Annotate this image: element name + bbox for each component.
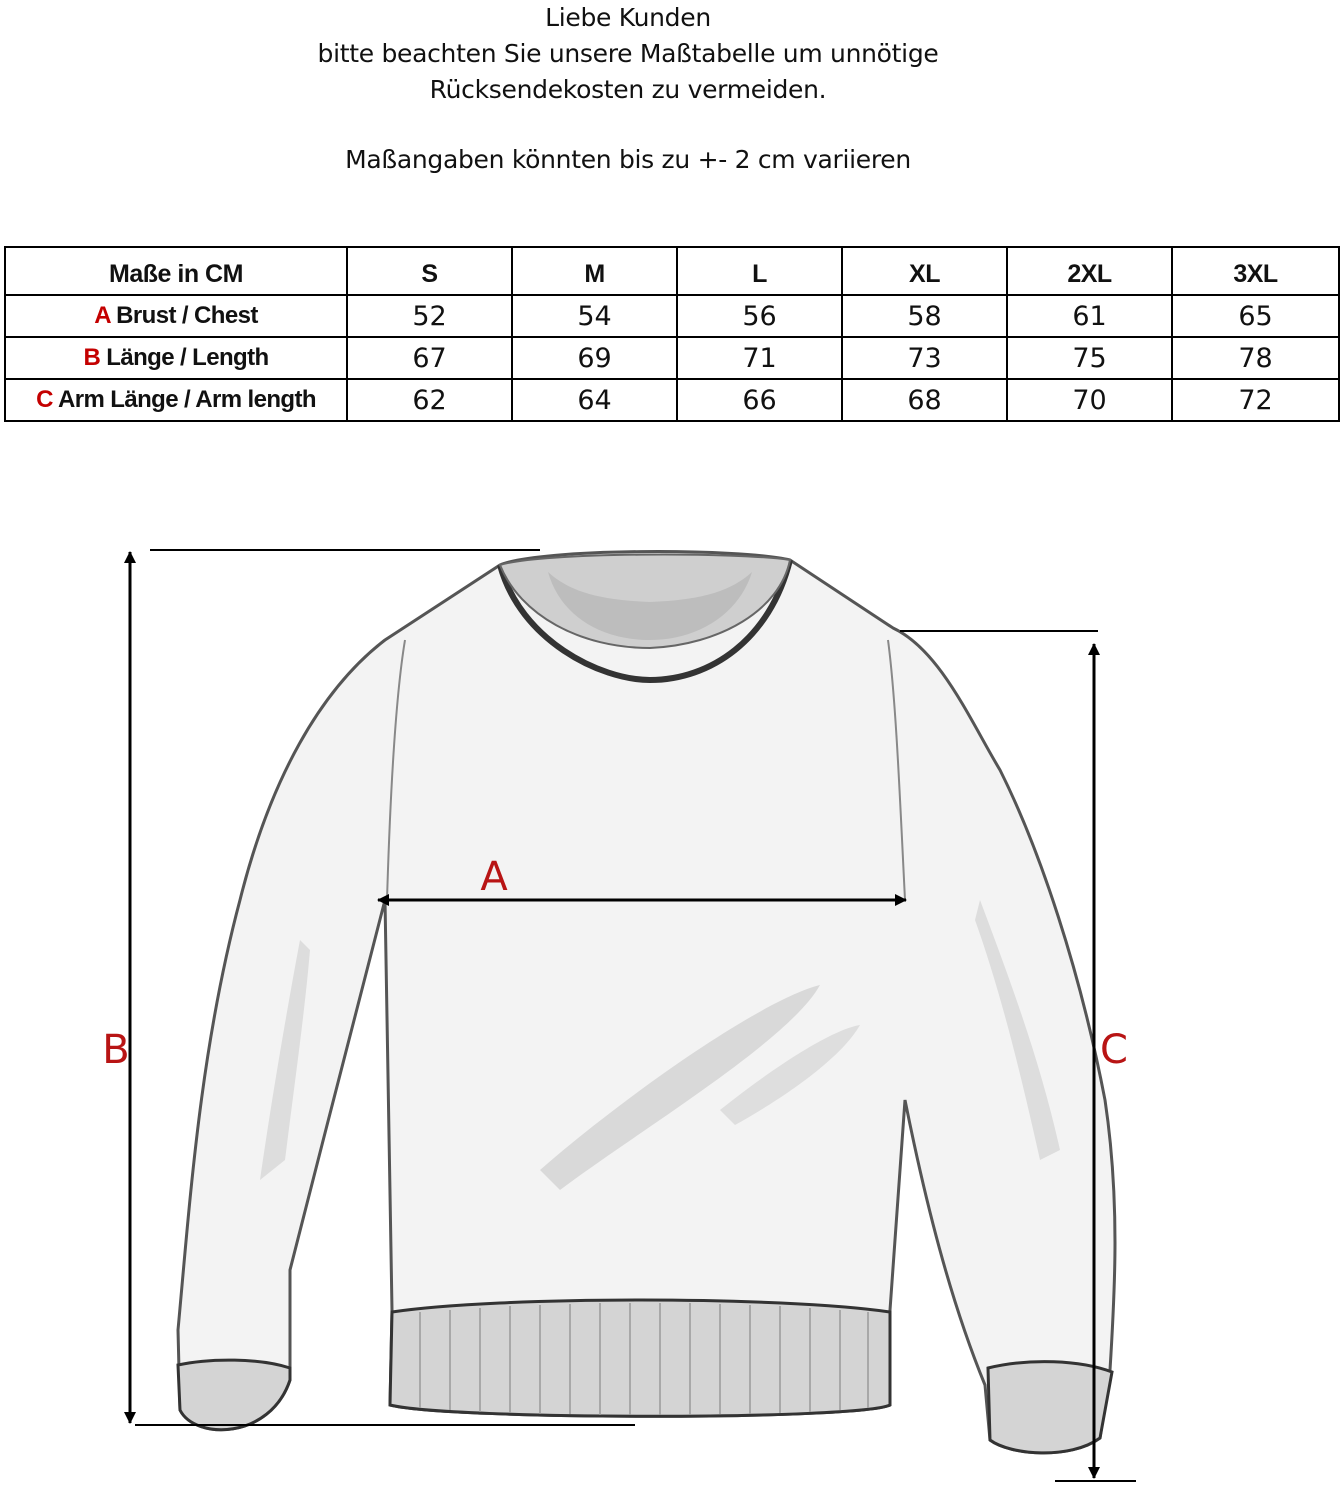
sweater-diagram <box>0 520 1341 1485</box>
row-label-length <box>5 337 347 379</box>
row-letter: C <box>36 386 53 413</box>
intro-text <box>0 0 1256 174</box>
table-cell: 64 <box>512 379 677 421</box>
table-cell: 68 <box>842 379 1007 421</box>
header-size-xl: XL <box>842 247 1007 295</box>
intro-line-3: Rücksendekosten zu vermeiden. <box>429 75 827 104</box>
row-label-arm-length <box>5 379 347 421</box>
row-letter: B <box>83 344 101 371</box>
table-row <box>5 379 1339 421</box>
dimension-label-a: A <box>480 854 508 900</box>
tolerance-note: Maßangaben könnten bis zu +- 2 cm variieren <box>345 145 911 174</box>
left-cuff <box>178 1360 290 1430</box>
table-row <box>5 295 1339 337</box>
header-size-m: M <box>512 247 677 295</box>
header-size-s: S <box>347 247 512 295</box>
table-cell: 71 <box>677 337 842 379</box>
table-cell: 69 <box>512 337 677 379</box>
sweater-drawing <box>178 552 1115 1453</box>
hem-band <box>390 1300 890 1416</box>
row-letter: A <box>94 302 111 329</box>
header-size-l: L <box>677 247 842 295</box>
table-cell: 75 <box>1007 337 1172 379</box>
table-cell: 58 <box>842 295 1007 337</box>
table-cell: 67 <box>347 337 512 379</box>
row-label-chest <box>5 295 347 337</box>
header-size-2xl: 2XL <box>1007 247 1172 295</box>
greeting: Liebe Kunden <box>545 3 711 32</box>
size-table <box>4 246 1340 422</box>
table-cell: 54 <box>512 295 677 337</box>
table-cell: 56 <box>677 295 842 337</box>
table-cell: 62 <box>347 379 512 421</box>
table-cell: 66 <box>677 379 842 421</box>
table-cell: 73 <box>842 337 1007 379</box>
table-header-row <box>5 247 1339 295</box>
row-label: Länge / Length <box>106 344 269 371</box>
intro-line-2: bitte beachten Sie unsere Maßtabelle um unnötige <box>317 39 939 68</box>
header-label: Maße in CM <box>5 247 347 295</box>
row-label: Brust / Chest <box>116 302 258 329</box>
table-cell: 61 <box>1007 295 1172 337</box>
table-row <box>5 337 1339 379</box>
table-cell: 52 <box>347 295 512 337</box>
dimension-label-b: B <box>102 1027 130 1073</box>
table-cell: 72 <box>1172 379 1339 421</box>
header-size-3xl: 3XL <box>1172 247 1339 295</box>
dimension-label-c: C <box>1100 1027 1128 1073</box>
table-cell: 78 <box>1172 337 1339 379</box>
table-cell: 65 <box>1172 295 1339 337</box>
row-label: Arm Länge / Arm length <box>57 386 316 413</box>
table-cell: 70 <box>1007 379 1172 421</box>
